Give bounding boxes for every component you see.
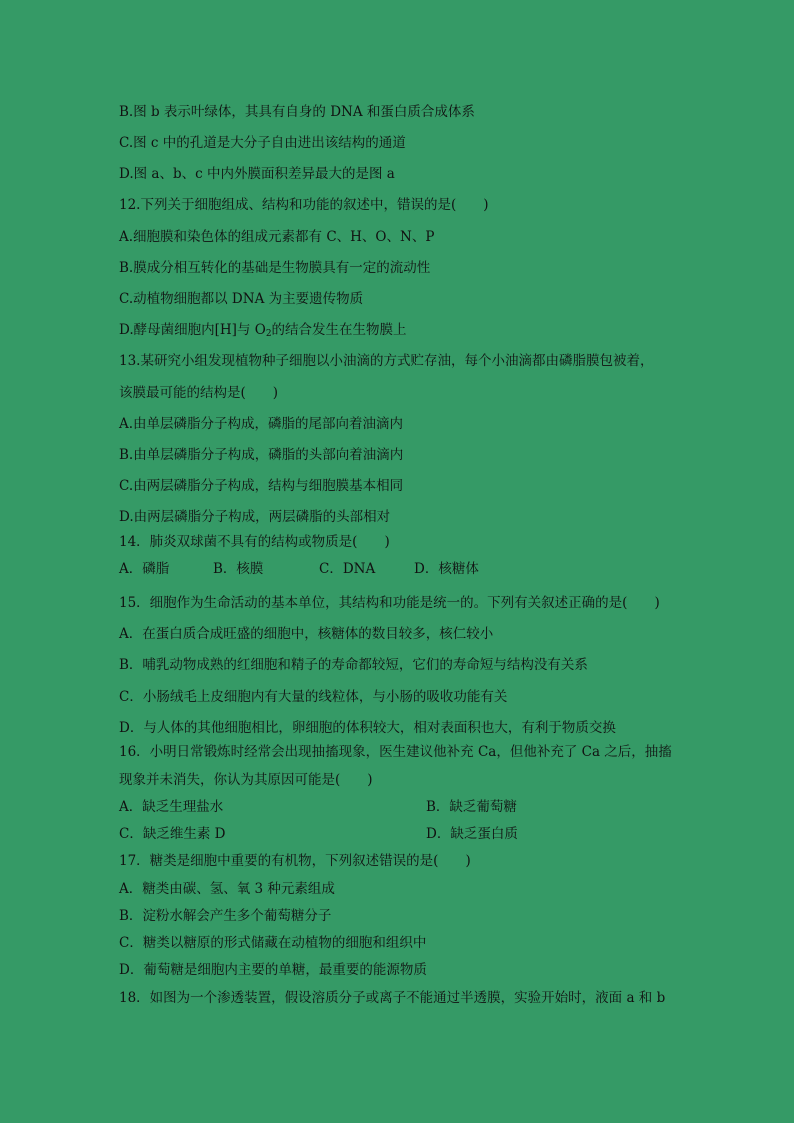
q14-option-d: D．核糖体 <box>414 561 479 577</box>
q16-option-d: D．缺乏蛋白质 <box>426 826 518 842</box>
q15-option-a: A．在蛋白质合成旺盛的细胞中，核糖体的数目较多，核仁较小 <box>119 626 494 642</box>
q14-option-c: C．DNA <box>319 561 376 577</box>
q17-option-a: A．糖类由碳、氢、氧 3 种元素组成 <box>119 881 335 897</box>
q13-option-b: B.由单层磷脂分子构成，磷脂的头部向着油滴内 <box>119 447 404 463</box>
q11-option-d: D.图 a、b、c 中内外膜面积差异最大的是图 a <box>119 166 395 182</box>
q15-option-c: C．小肠绒毛上皮细胞内有大量的线粒体，与小肠的吸收功能有关 <box>119 689 508 705</box>
q14-stem: 14．肺炎双球菌不具有的结构或物质是( ) <box>119 534 390 550</box>
q15-option-d: D．与人体的其他细胞相比，卵细胞的体积较大，相对表面积也大，有利于物质交换 <box>119 720 616 736</box>
q16-option-b: B．缺乏葡萄糖 <box>426 799 517 815</box>
q11-option-b: B.图 b 表示叶绿体，其具有自身的 DNA 和蛋白质合成体系 <box>119 104 475 120</box>
q14-option-a: A．磷脂 <box>119 561 170 577</box>
q12-option-d-part1: D.酵母菌细胞内[H]与 O <box>119 322 266 338</box>
q17-option-b: B．淀粉水解会产生多个葡萄糖分子 <box>119 908 332 924</box>
q16-option-c: C．缺乏维生素 D <box>119 826 226 842</box>
q15-option-b: B．哺乳动物成熟的红细胞和精子的寿命都较短，它们的寿命短与结构没有关系 <box>119 657 588 673</box>
q16-option-a: A．缺乏生理盐水 <box>119 799 224 815</box>
q12-option-b: B.膜成分相互转化的基础是生物膜具有一定的流动性 <box>119 260 431 276</box>
q18-stem: 18．如图为一个渗透装置，假设溶质分子或离子不能通过半透膜，实验开始时，液面 a 和 b <box>119 990 666 1006</box>
q13-option-d: D.由两层磷脂分子构成，两层磷脂的头部相对 <box>119 509 391 525</box>
q12-option-c: C.动植物细胞都以 DNA 为主要遗传物质 <box>119 291 364 307</box>
oxygen-subscript: 2 <box>265 329 272 339</box>
q11-option-c: C.图 c 中的孔道是大分子自由进出该结构的通道 <box>119 135 406 151</box>
q12-option-d-part2: 的结合发生在生物膜上 <box>271 322 407 338</box>
q12-option-d <box>119 321 699 343</box>
q12-stem: 12.下列关于细胞组成、结构和功能的叙述中，错误的是( ) <box>119 197 489 213</box>
q12-option-a: A.细胞膜和染色体的组成元素都有 C、H、O、N、P <box>119 229 435 245</box>
q17-stem: 17．糖类是细胞中重要的有机物，下列叙述错误的是( ) <box>119 853 471 869</box>
q13-option-a: A.由单层磷脂分子构成，磷脂的尾部向着油滴内 <box>119 416 404 432</box>
q13-option-c: C.由两层磷脂分子构成，结构与细胞膜基本相同 <box>119 478 404 494</box>
q17-option-d: D．葡萄糖是细胞内主要的单糖，最重要的能源物质 <box>119 962 427 978</box>
q15-stem: 15．细胞作为生命活动的基本单位，其结构和功能是统一的。下列有关叙述正确的是( ) <box>119 595 660 611</box>
q17-option-c: C．糖类以糖原的形式储藏在动植物的细胞和组织中 <box>119 935 427 951</box>
q14-option-b: B．核膜 <box>213 561 264 577</box>
q16-stem-line2: 现象并未消失，你认为其原因可能是( ) <box>119 772 373 788</box>
q16-stem-line1: 16．小明日常锻炼时经常会出现抽搐现象，医生建议他补充 Ca，但他补充了 Ca 之后，抽搐 <box>119 744 672 760</box>
q13-stem-line1: 13.某研究小组发现植物种子细胞以小油滴的方式贮存油，每个小油滴都由磷脂膜包被着， <box>119 353 654 369</box>
q13-stem-line2: 该膜最可能的结构是( ) <box>119 385 279 401</box>
